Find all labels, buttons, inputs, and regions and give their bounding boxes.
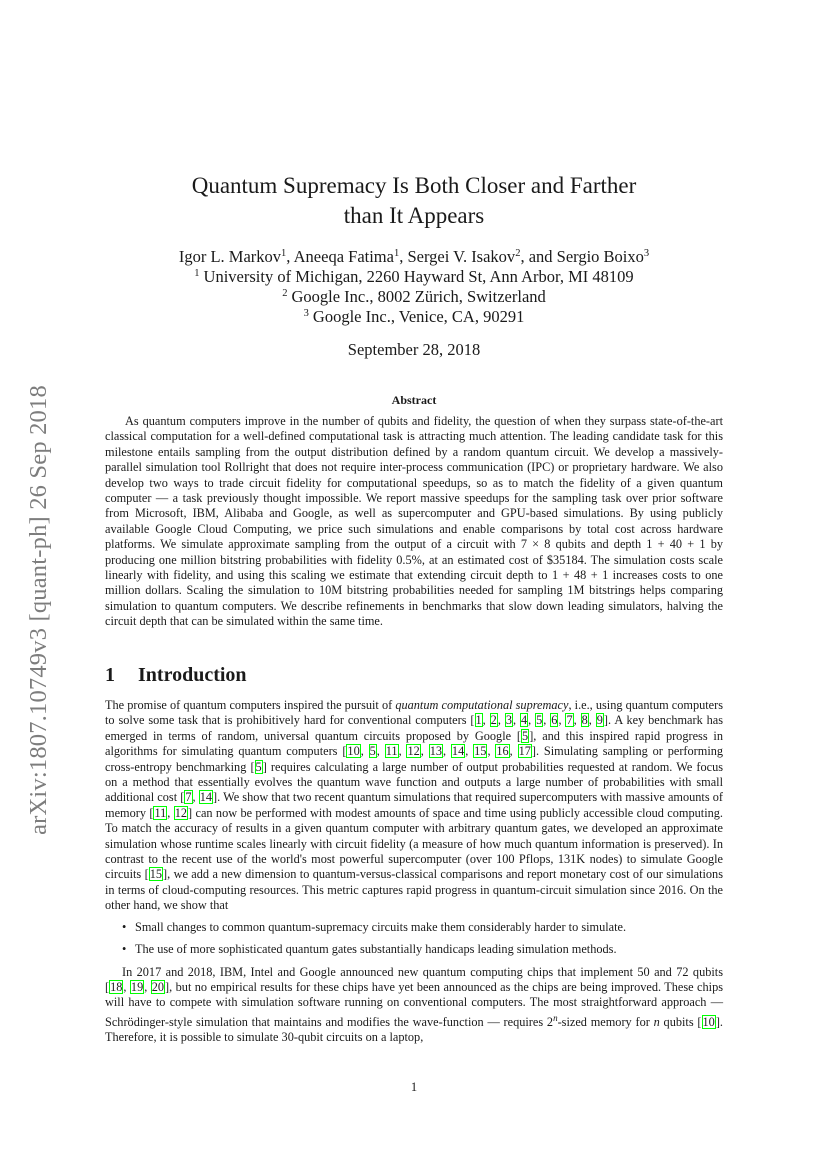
author: Aneeqa Fatima	[293, 247, 394, 266]
arxiv-identifier: arXiv:1807.10749v3 [quant-ph] 26 Sep 2018	[25, 385, 52, 835]
paper-title	[0, 171, 828, 231]
citation-number[interactable]: 20	[151, 979, 165, 994]
author-list	[0, 247, 828, 267]
text-run: , we add a new dimension to quantum-versus-classical comparisons and report monetary cost of our simulations in terms of cloud-computing resources. This metric captures rapid progress in quantum-circuit simulation since 2016. On the other hand, we show that	[105, 867, 723, 913]
author-separator: , and	[520, 247, 557, 266]
citation-number[interactable]: 5	[522, 728, 529, 743]
text-run: . We show that two recent quantum simulations that required supercomputers with massive amounts of memory	[105, 790, 723, 820]
citation-number[interactable]: 11	[385, 744, 398, 759]
affiliation	[0, 307, 828, 327]
citation-number[interactable]: 12	[407, 744, 420, 759]
citation-number[interactable]: 9	[596, 713, 603, 728]
citation-number[interactable]: 14	[451, 744, 465, 759]
text-run: , i.e., using quantum computers to solve some task that is prohibitively hard for conventional computers	[105, 698, 724, 728]
text-run: . Therefore, it is possible to simulate 30-qubit circuits on a laptop,	[105, 1014, 723, 1045]
citation-number[interactable]: 4	[520, 713, 528, 728]
text-run: can now be performed with modest amounts of space and time using publicly accessible cloud computing. To match the accuracy of results in a given quantum computer with arbitrary quantum gates, we developed an approximate simulation whose runtime scales linearly with circuit fidelity (a measure of how much quantum information is preserved). In contrast to the recent use of the world's most powerful supercomputer (over 100 Pflops, 131K nodes) to simulate Google circuits	[105, 805, 723, 882]
citation[interactable]: [5]	[516, 728, 534, 743]
title-line-2: than It Appears	[343, 203, 485, 228]
citation-number[interactable]: 10	[702, 1014, 715, 1029]
text-run: The promise of quantum computers inspired the pursuit of	[105, 698, 396, 712]
affiliation-mark: 3	[303, 308, 309, 319]
citation-number[interactable]: 5	[369, 744, 376, 759]
citation[interactable]: [7, 14]	[180, 790, 218, 805]
affiliation-text: University of Michigan, 2260 Hayward St, Ann Arbor, MI 48109	[203, 267, 634, 286]
citation-number[interactable]: 3	[505, 713, 512, 728]
citation[interactable]: [10, 5, 11, 12, 13, 14, 15, 16, 17]	[342, 744, 536, 759]
superscript: n	[553, 1012, 558, 1023]
author-separator: ,	[399, 247, 408, 266]
list-item	[105, 942, 723, 957]
paragraph	[105, 965, 723, 1046]
citation-number[interactable]: 8	[581, 713, 588, 728]
paper-date: September 28, 2018	[347, 340, 481, 359]
affiliation	[0, 287, 828, 307]
affiliations	[0, 267, 828, 327]
citation-number[interactable]: 15	[149, 867, 162, 882]
arxiv-sidebar	[14, 330, 64, 890]
citation[interactable]: [1, 2, 3, 4, 5, 6, 7, 8, 9]	[470, 713, 609, 728]
emphasis: quantum computational supremacy	[395, 698, 569, 712]
text-run: , and this inspired rapid progress in algorithms for simulating quantum computers	[105, 728, 723, 759]
math-variable: n	[653, 1014, 660, 1029]
citation-number[interactable]: 18	[110, 979, 123, 994]
section-title: Introduction	[138, 664, 247, 686]
bullet-icon: •	[122, 942, 127, 957]
citation-number[interactable]: 15	[474, 744, 487, 759]
author-affiliation-mark: 1	[281, 248, 287, 259]
text-run: qubits	[659, 1014, 698, 1029]
text-run: , but no empirical results for these chips have yet been announced as the chips are being improved. These chips will have to compete with simulation software running on conventional computers. The most straightforward approach — Schrödinger-style simulation that maintains and modifies the wave-function — requires 2	[105, 979, 723, 1029]
section-heading	[105, 664, 247, 687]
affiliation-mark: 2	[282, 288, 288, 299]
author-separator: ,	[286, 247, 294, 266]
list-item-text: The use of more sophisticated quantum gates substantially handicaps leading simulation methods.	[135, 942, 617, 957]
affiliation-mark: 1	[194, 268, 200, 279]
citation-number[interactable]: 10	[347, 744, 360, 759]
affiliation-text: Google Inc., Venice, CA, 90291	[312, 307, 525, 326]
list-item	[105, 920, 723, 935]
citation-number[interactable]: 11	[154, 805, 167, 820]
list-item-text: Small changes to common quantum-supremacy circuits make them considerably harder to simulate.	[135, 919, 627, 934]
page-number: 1	[410, 1080, 418, 1094]
citation-number[interactable]: 19	[130, 979, 144, 994]
bullet-icon: •	[122, 919, 127, 934]
citation-number[interactable]: 14	[199, 790, 212, 805]
citation[interactable]: [11, 12]	[149, 805, 193, 820]
affiliation-text: Google Inc., 8002 Zürich, Switzerland	[291, 287, 546, 306]
citation[interactable]: [10]	[697, 1014, 720, 1029]
author: Sergio Boixo	[556, 247, 644, 266]
text-run: In 2017 and 2018, IBM, Intel and Google announced new quantum computing chips that implement 50 and 72 qubits	[122, 964, 723, 979]
citation-number[interactable]: 1	[475, 713, 482, 728]
citation-number[interactable]: 2	[490, 713, 497, 728]
affiliation	[0, 267, 828, 287]
citation-number[interactable]: 6	[551, 713, 558, 728]
citation-number[interactable]: 7	[566, 713, 573, 728]
citation[interactable]: [18, 19, 20]	[105, 979, 170, 994]
citation-number[interactable]: 17	[518, 744, 531, 759]
citation-number[interactable]: 12	[174, 805, 188, 820]
text-run: requires calculating a large number of output probabilities requested at random. We focus on a method that essentially evolves the quantum wave function and outputs a large number of probabilities with small additional cost	[105, 759, 724, 805]
author-affiliation-mark: 3	[643, 248, 650, 259]
introduction-body	[105, 698, 723, 1046]
abstract-heading: Abstract	[391, 393, 437, 407]
author-affiliation-mark: 1	[393, 248, 400, 259]
text-run: -sized memory for	[557, 1014, 654, 1029]
author: Sergei V. Isakov	[407, 247, 516, 266]
citation-number[interactable]: 16	[496, 744, 509, 759]
citation-number[interactable]: 7	[185, 790, 192, 805]
author: Igor L. Markov	[178, 247, 282, 266]
title-line-1: Quantum Supremacy Is Both Closer and Farther	[191, 173, 637, 198]
text-run: . A key benchmark has emerged in terms of random, universal quantum circuits proposed by Google	[105, 713, 724, 743]
citation[interactable]: [5]	[250, 759, 267, 774]
bullet-list	[105, 920, 723, 958]
author-affiliation-mark: 2	[515, 248, 521, 259]
citation-number[interactable]: 5	[536, 713, 543, 728]
citation-number[interactable]: 5	[255, 759, 262, 774]
citation-number[interactable]: 13	[429, 744, 442, 759]
abstract-body: As quantum computers improve in the number of qubits and fidelity, the question of when they surpass state-of-the-art classical computation for a well-defined computational task is attracting much attention. The leading candidate task for this milestone entails sampling from the output distribution defined by a random quantum circuit. We develop a massively-parallel simulation tool Rollright that does not require inter-process communication (IPC) or proprietary hardware. We also develop two ways to trade circuit fidelity for computational speedups, so as to match the fidelity of a given quantum computer — a task previously thought impossible. We report massive speedups for the sampling task over prior software from Microsoft, IBM, Alibaba and Google, as well as supercomputer and GPU-based simulations. By using publicly available Google Cloud Computing, we price such simulations and enable comparisons by total cost across hardware platforms. We simulate approximate sampling from the output of a circuit with 7 × 8 qubits and depth 1 + 40 + 1 by producing one million bitstring probabilities with fidelity 0.5%, at an estimated cost of $35184. The simulation costs scale linearly with fidelity, and using this scaling we estimate that extending circuit depth to 1 + 48 + 1 increases costs to one million dollars. Scaling the simulation to 10M bitstring probabilities needed for sampling 1M bitstrings helps comparing simulation to quantum computers. We describe refinements in benchmarks that slow down leading simulators, halving the circuit depth that can be simulated within the same time.	[105, 414, 723, 629]
paragraph	[105, 698, 723, 914]
citation[interactable]: [15]	[144, 867, 168, 882]
text-run: . Simulating sampling or performing cross-entropy benchmarking	[105, 744, 724, 774]
section-number: 1	[105, 664, 115, 686]
